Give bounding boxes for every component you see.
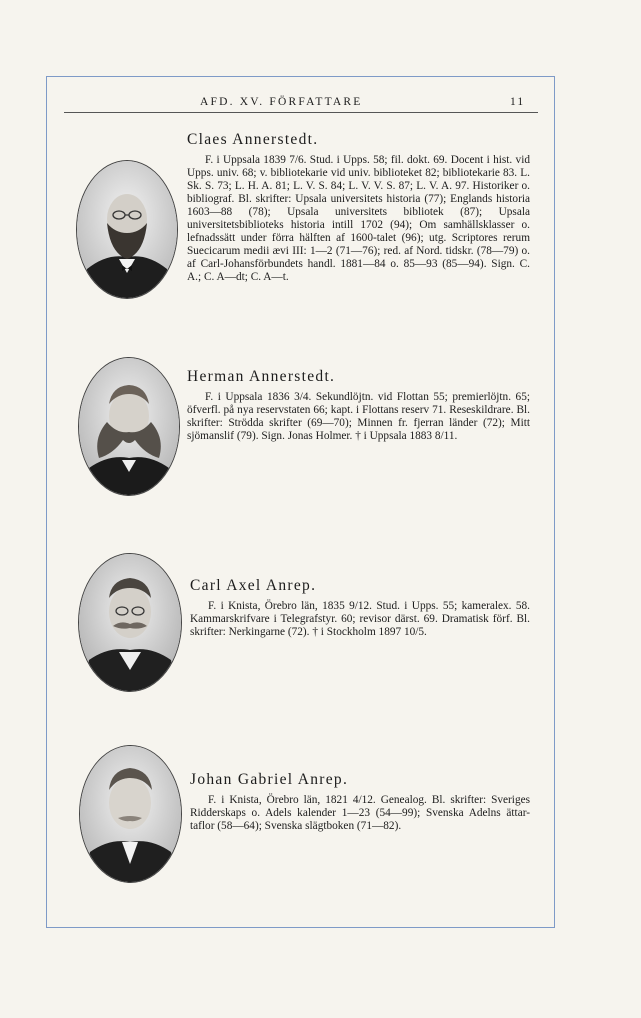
portrait-claes-annerstedt — [76, 160, 178, 299]
entry-name: Carl Axel Anrep. — [190, 577, 317, 594]
entry-claes-annerstedt — [187, 131, 530, 284]
entry-text-body: F. i Knista, Örebro län, 1835 9/12. Stud. i Upps. 55; kameralex. 58. Kammarskrifvare i Telegrafstyr. 60; revisor därst. 69. Dramatisk förf. Bl. skrifter: Nerkingarne (72). † i Stockholm 1897 10/5. — [190, 600, 530, 638]
portrait-johan-gabriel-anrep — [79, 745, 182, 883]
entry-herman-annerstedt — [187, 368, 530, 443]
running-head: AFD. XV. FÖRFATTARE — [200, 96, 363, 108]
entry-name: Claes Annerstedt. — [187, 131, 319, 148]
header-rule — [64, 112, 538, 113]
entry-name: Johan Gabriel Anrep. — [190, 771, 349, 788]
entry-name: Herman Annerstedt. — [187, 368, 336, 385]
page-number: 11 — [510, 96, 526, 108]
entry-text — [190, 794, 530, 833]
entry-text — [187, 154, 530, 284]
entry-text — [187, 391, 530, 443]
portrait-herman-annerstedt — [78, 357, 180, 496]
entry-text-body: F. i Uppsala 1836 3/4. Sekundlöjtn. vid Flottan 55; premierlöjtn. 65; öfverfl. på nya reservstaten 66; kapt. i Flottans reserv 71. Reseskildrare. Bl. skrifter: Strödda skrifter (69—70); Minnen fr. fjerran länder (72); Mitt sjömanslif (79). Sign. Jonas Holmer. † i Uppsala 1883 8/11. — [187, 391, 530, 442]
entry-carl-axel-anrep — [190, 577, 530, 639]
entry-text-body: F. i Knista, Örebro län, 1821 4/12. Genealog. Bl. skrifter: Sveriges Ridderskaps o. Adels kalender 1—23 (54—99); Svenska Adelns ättar-taflor (58—64); Svenska slägtboken (71—82). — [190, 794, 530, 832]
portrait-carl-axel-anrep — [78, 553, 182, 692]
entry-text-body: F. i Uppsala 1839 7/6. Stud. i Upps. 58; fil. dokt. 69. Docent i hist. vid Upps. univ. 68; v. bibliotekarie vid univ. biblioteket 82; bibliotekarie 83. L. Sk. S. 73; L. H. A. 81; L. V. S. 84; L. V. V. S. 87; L. V. A. 97. Historiker o. bibliograf. Bl. skrifter: Upsala universitets historia (77); Englands historia 1603—88 (78); Upsala universitets bibliotek (87); Upsala universitetsbiblioteks historia intill 1702 (94); Om samhällsklasser o. lefnadssätt under förra hälften af 1600-talet (96); utg. Scriptores rerum Suecicarum medii ævi III: 1—2 (71—76); red. af Nord. tidskr. (78—79) o. af Carl-Johansförbundets handl. 1881—84 o. 85—93 (85—94). Sign. C. A.; C. A—dt; C. A—t. — [187, 154, 530, 283]
entry-text — [190, 600, 530, 639]
entry-johan-gabriel-anrep — [190, 771, 530, 833]
